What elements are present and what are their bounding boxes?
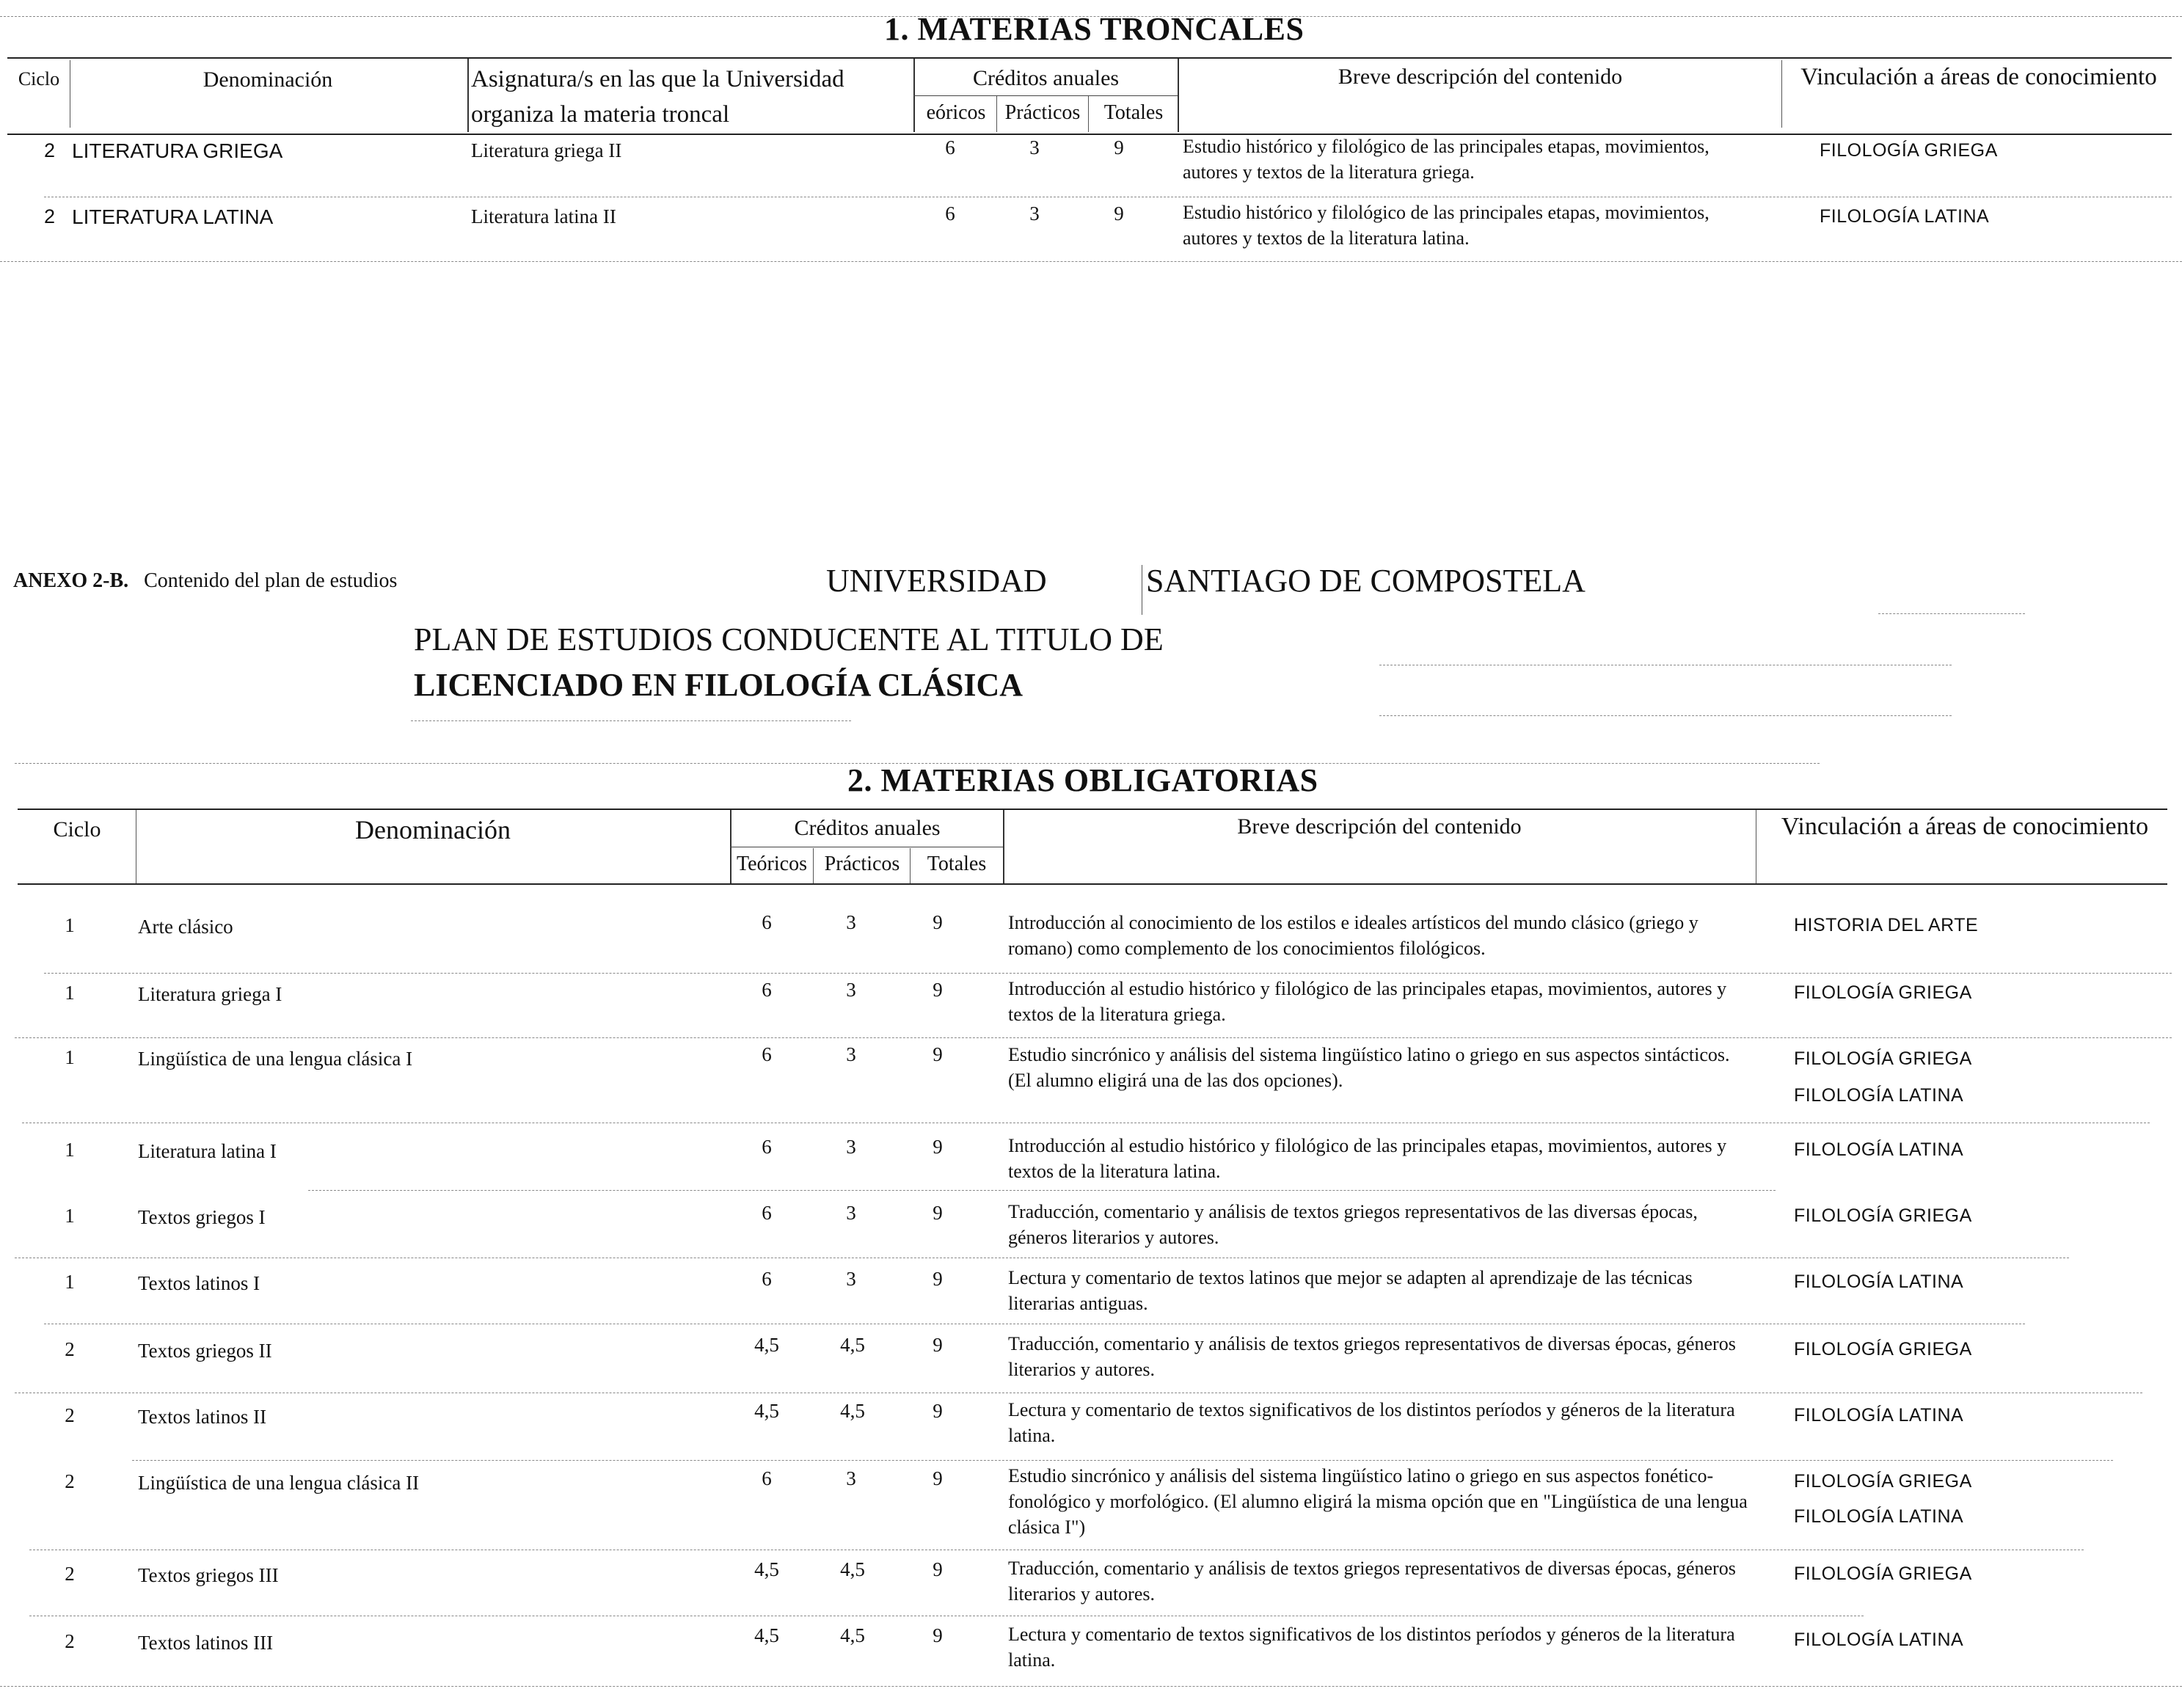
row-area: FILOLOGÍA GRIEGA	[1794, 1563, 1972, 1584]
row-denominacion: Textos latinos II	[138, 1406, 267, 1428]
row-practicos: 3	[846, 1467, 856, 1489]
row-totales: 9	[1114, 202, 1124, 225]
troncales-header-totales: Totales	[1103, 101, 1164, 124]
universidad-label: UNIVERSIDAD	[826, 563, 1047, 599]
plan-line: PLAN DE ESTUDIOS CONDUCENTE AL TITULO DE	[414, 621, 1164, 657]
row-teoricos: 6	[945, 202, 955, 225]
row-area: FILOLOGÍA GRIEGA	[1820, 140, 1998, 161]
row-practicos: 3	[846, 979, 856, 1001]
row-totales: 9	[933, 1334, 943, 1356]
row-area: FILOLOGÍA GRIEGA	[1794, 1339, 1972, 1360]
row-denominacion: Lingüística de una lengua clásica I	[138, 1048, 413, 1070]
row-area: FILOLOGÍA GRIEGA	[1794, 1048, 1972, 1069]
row-descripcion: Estudio sincrónico y análisis del sistema lingüístico latino o griego en sus aspectos sintácticos. (El alumno eligirá una de las dos opciones).	[1008, 1044, 1730, 1091]
row-teoricos: 6	[762, 1268, 772, 1290]
row-ciclo: 2	[65, 1338, 75, 1360]
row-asignatura: Literatura griega II	[471, 139, 622, 161]
universidad-name: SANTIAGO DE COMPOSTELA	[1146, 563, 1586, 599]
row-area: FILOLOGÍA GRIEGA	[1794, 982, 1972, 1003]
row-teoricos: 4,5	[754, 1558, 779, 1580]
row-descripcion: Introducción al conocimiento de los estilos e ideales artísticos del mundo clásico (griego y romano) como complemento de los conocimientos filológicos.	[1008, 912, 1698, 959]
obligatorias-header-descripcion: Breve descripción del contenido	[1237, 814, 1522, 839]
row-totales: 9	[933, 1558, 943, 1580]
row-practicos: 4,5	[840, 1624, 865, 1646]
row-practicos: 4,5	[840, 1558, 865, 1580]
row-ciclo: 2	[65, 1630, 75, 1652]
row-ciclo: 1	[65, 1139, 75, 1161]
row-totales: 9	[933, 1467, 943, 1489]
row-teoricos: 6	[762, 1202, 772, 1224]
row-descripcion: Traducción, comentario y análisis de textos griegos representativos de diversas épocas, géneros literarios y autores.	[1008, 1333, 1736, 1380]
row-totales: 9	[933, 1043, 943, 1065]
row-practicos: 3	[846, 1136, 856, 1158]
row-denominacion: Textos latinos I	[138, 1272, 260, 1294]
troncales-header-denominacion: Denominación	[202, 67, 333, 92]
row-denominacion: Arte clásico	[138, 916, 233, 938]
row-area: FILOLOGÍA LATINA	[1794, 1405, 1964, 1426]
row-teoricos: 6	[762, 1136, 772, 1158]
row-asignatura: Literatura latina II	[471, 205, 616, 227]
row-denominacion: LITERATURA GRIEGA	[72, 139, 283, 162]
row-area: FILOLOGÍA GRIEGA	[1794, 1471, 1972, 1492]
row-ciclo: 2	[65, 1404, 75, 1426]
obligatorias-header-practicos: Prácticos	[824, 853, 900, 875]
row-denominacion: LITERATURA LATINA	[72, 205, 274, 228]
row-teoricos: 6	[762, 1467, 772, 1489]
row-area: FILOLOGÍA LATINA	[1794, 1139, 1964, 1160]
row-area: FILOLOGÍA LATINA	[1794, 1506, 1964, 1527]
obligatorias-header-creditos: Créditos anuales	[794, 816, 941, 840]
row-ciclo: 1	[65, 982, 75, 1004]
troncales-header-ciclo: Ciclo	[18, 68, 60, 90]
row-totales: 9	[933, 979, 943, 1001]
row-practicos: 3	[846, 911, 856, 933]
row-practicos: 4,5	[840, 1334, 865, 1356]
row-descripcion: Traducción, comentario y análisis de textos griegos representativos de diversas épocas, géneros literarios y autores.	[1008, 1558, 1736, 1605]
row-practicos: 3	[846, 1043, 856, 1065]
row-area: FILOLOGÍA LATINA	[1794, 1629, 1964, 1650]
row-teoricos: 4,5	[754, 1400, 779, 1422]
troncales-header-vinculacion: Vinculación a áreas de conocimiento	[1800, 64, 2157, 90]
row-area: FILOLOGÍA GRIEGA	[1794, 1205, 1972, 1226]
row-denominacion: Textos griegos I	[138, 1206, 266, 1228]
row-denominacion: Lingüística de una lengua clásica II	[138, 1472, 420, 1494]
row-totales: 9	[933, 1268, 943, 1290]
row-denominacion: Textos latinos III	[138, 1632, 274, 1654]
row-ciclo: 1	[65, 914, 75, 936]
row-totales: 9	[933, 911, 943, 933]
row-ciclo: 2	[65, 1470, 75, 1492]
row-ciclo: 2	[65, 1563, 75, 1585]
anexo-text: Contenido del plan de estudios	[144, 569, 398, 592]
row-ciclo: 2	[44, 139, 56, 161]
row-descripcion: Estudio sincrónico y análisis del sistema lingüístico latino o griego en sus aspectos fonético-fonológico y morfológico. (El alumno eligirá la misma opción que en "Lingüística de una lengua clásica I")	[1008, 1465, 1748, 1538]
row-teoricos: 4,5	[754, 1334, 779, 1356]
row-denominacion: Literatura latina I	[138, 1140, 277, 1162]
row-totales: 9	[933, 1136, 943, 1158]
row-denominacion: Literatura griega I	[138, 983, 282, 1005]
row-ciclo: 2	[44, 205, 56, 227]
troncales-header-teoricos: eóricos	[926, 101, 986, 124]
titulo-licenciado: LICENCIADO EN FILOLOGÍA CLÁSICA	[414, 667, 1024, 703]
row-descripcion: Traducción, comentario y análisis de textos griegos representativos de las diversas épocas, géneros literarios y autores.	[1008, 1201, 1698, 1248]
row-totales: 9	[933, 1400, 943, 1422]
row-descripcion: Introducción al estudio histórico y filológico de las principales etapas, movimientos, autores y textos de la literatura latina.	[1008, 1135, 1727, 1182]
obligatorias-header-totales: Totales	[927, 853, 987, 875]
obligatorias-header-denominacion: Denominación	[355, 815, 511, 844]
row-denominacion: Textos griegos III	[138, 1564, 279, 1586]
row-practicos: 3	[1029, 202, 1040, 225]
row-totales: 9	[1114, 136, 1124, 158]
row-ciclo: 1	[65, 1271, 75, 1293]
row-practicos: 3	[1029, 136, 1040, 158]
anexo-label: ANEXO 2-B.	[13, 569, 129, 592]
row-area: FILOLOGÍA LATINA	[1794, 1271, 1964, 1292]
troncales-header-asignaturas: Asignatura/s en las que la Universidad organiza la materia troncal	[471, 66, 844, 128]
row-ciclo: 1	[65, 1205, 75, 1227]
row-teoricos: 4,5	[754, 1624, 779, 1646]
row-teoricos: 6	[762, 911, 772, 933]
row-denominacion: Textos griegos II	[138, 1340, 272, 1362]
row-totales: 9	[933, 1624, 943, 1646]
row-descripcion: Estudio histórico y filológico de las principales etapas, movimientos, autores y textos de la literatura griega.	[1183, 136, 1710, 183]
troncales-header-practicos: Prácticos	[1004, 101, 1081, 124]
obligatorias-header-ciclo: Ciclo	[53, 817, 101, 842]
row-teoricos: 6	[762, 1043, 772, 1065]
row-descripcion: Lectura y comentario de textos significativos de los distintos períodos y géneros de la literatura latina.	[1008, 1399, 1735, 1446]
row-practicos: 4,5	[840, 1400, 865, 1422]
troncales-header-descripcion: Breve descripción del contenido	[1338, 65, 1623, 89]
obligatorias-header-vinculacion: Vinculación a áreas de conocimiento	[1781, 813, 2149, 840]
row-area: FILOLOGÍA LATINA	[1794, 1085, 1964, 1106]
row-area: FILOLOGÍA LATINA	[1820, 206, 1990, 227]
row-teoricos: 6	[762, 979, 772, 1001]
row-descripcion: Lectura y comentario de textos latinos que mejor se adapten al aprendizaje de las técnicas literarias antiguas.	[1008, 1267, 1693, 1314]
troncales-title: 1. MATERIAS TRONCALES	[884, 11, 1305, 47]
row-practicos: 3	[846, 1202, 856, 1224]
row-descripcion: Introducción al estudio histórico y filológico de las principales etapas, movimientos, autores y textos de la literatura griega.	[1008, 978, 1727, 1025]
row-totales: 9	[933, 1202, 943, 1224]
row-descripcion: Lectura y comentario de textos significativos de los distintos períodos y géneros de la literatura latina.	[1008, 1624, 1735, 1671]
obligatorias-title: 2. MATERIAS OBLIGATORIAS	[847, 762, 1318, 798]
row-ciclo: 1	[65, 1046, 75, 1068]
row-descripcion: Estudio histórico y filológico de las principales etapas, movimientos, autores y textos de la literatura latina.	[1183, 202, 1710, 249]
obligatorias-header-teoricos: Teóricos	[736, 853, 807, 875]
row-teoricos: 6	[945, 136, 955, 158]
troncales-header-creditos: Créditos anuales	[972, 66, 1120, 90]
row-practicos: 3	[846, 1268, 856, 1290]
row-area: HISTORIA DEL ARTE	[1794, 915, 1979, 935]
